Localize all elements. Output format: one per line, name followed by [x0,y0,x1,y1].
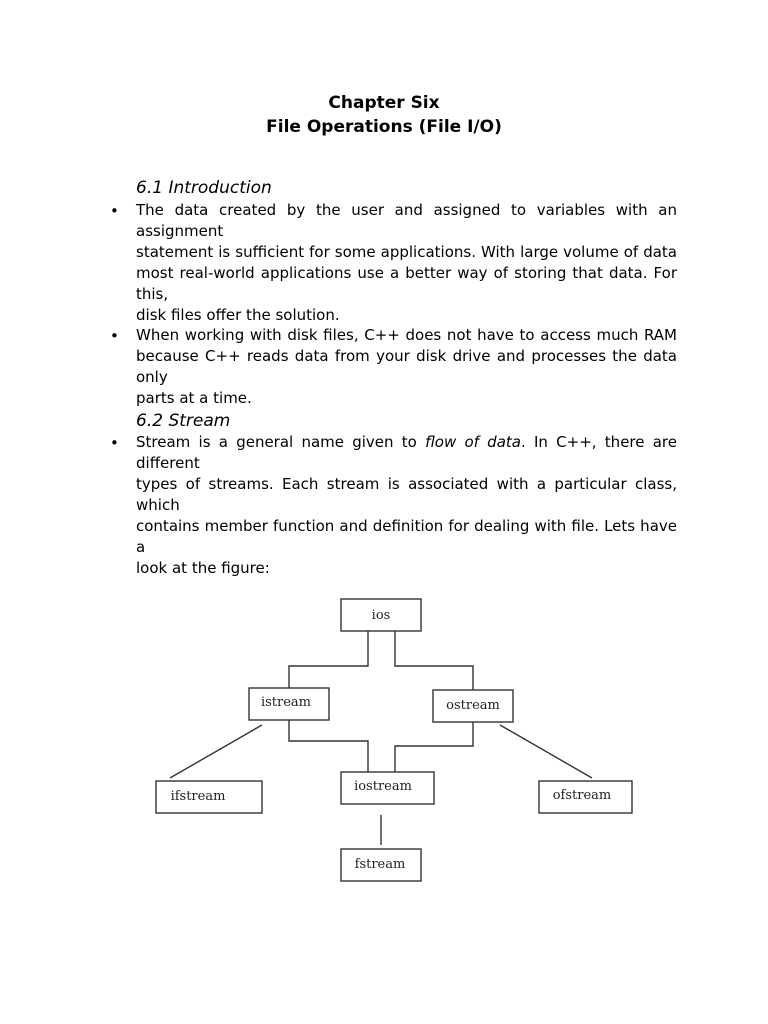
node-ifstream-label: ifstream [170,789,226,804]
paragraph-stream [136,432,677,579]
text-line: When working with disk files, C++ does not have to access much RAM [136,326,677,344]
text-line: disk files offer the solution. [136,306,340,324]
section-title-introduction: 6.1 Introduction [136,178,272,198]
emphasis-flow-of-data: flow of data [425,433,521,451]
text-line: assignment [136,222,224,240]
bullet-marker: • [110,202,119,220]
text-line: different [136,454,200,472]
node-ostream-label: ostream [446,698,500,713]
connector-istream-ifstream [170,725,262,778]
connector-ostream-ofstream [500,725,592,778]
text-line: most real-world applications use a better way of storing that data. For [136,264,677,282]
text-line: which [136,496,180,514]
section-title-stream: 6.2 Stream [136,411,231,431]
node-iostream-label: iostream [354,779,412,794]
node-istream-label: istream [260,695,312,710]
text-line: because C++ reads data from your disk drive and processes the data [136,347,677,365]
chapter-number: Chapter Six [328,93,440,113]
text-line: statement is sufficient for some applications. With large volume of data [136,243,677,261]
paragraph-introduction-2 [136,325,677,409]
node-ofstream-label: ofstream [552,788,612,803]
text-line: look at the figure: [136,559,270,577]
bullet-marker: • [110,327,119,345]
connector-ios-ostream [395,631,473,690]
bullet-marker: • [110,434,119,452]
text-line: only [136,368,168,386]
connector-ios-istream [289,631,368,688]
connector-istream-iostream [289,720,368,772]
text-line: this, [136,285,169,303]
chapter-title: File Operations (File I/O) [266,117,502,137]
text-line: types of streams. Each stream is associated with a particular class, [136,475,677,493]
stream-hierarchy-diagram [150,592,640,887]
text-line: a [136,538,146,556]
paragraph-introduction-1 [136,200,677,326]
node-ios-label: ios [371,608,391,623]
node-fstream-label: fstream [354,857,406,872]
text-line: contains member function and definition for dealing with file. Lets have [136,517,677,535]
text-line: Stream is a general name given to flow of data. In C++, there are [136,433,677,451]
text-line: The data created by the user and assigned to variables with an [136,201,677,219]
connector-ostream-iostream [395,722,473,772]
text-line: parts at a time. [136,389,252,407]
